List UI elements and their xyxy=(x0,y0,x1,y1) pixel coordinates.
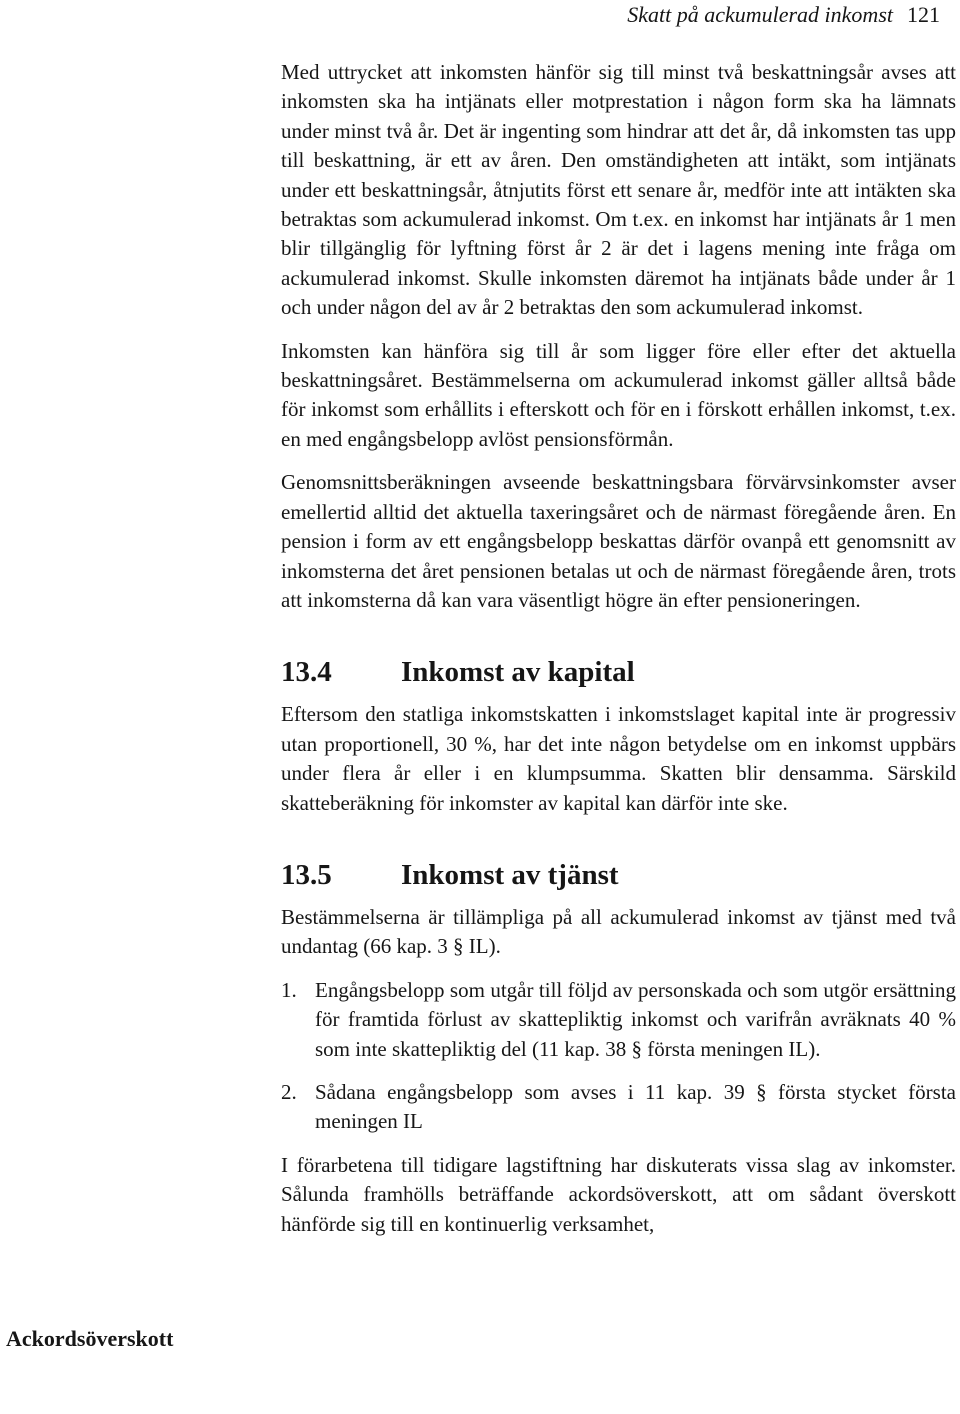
section-title: Inkomst av kapital xyxy=(401,656,635,689)
paragraph-kapital: Eftersom den statliga inkomstskatten i inkomstslaget kapital inte är progressiv utan proportionell, 30 %, har det inte någon betydelse om en inkomst uppbärs under flera år eller i en klumpsumma. Skatten blir densamma. Särskild skatteberäkning för inkomster av kapital kan därför inte ske. xyxy=(281,702,956,815)
list-item xyxy=(281,1078,956,1137)
list-item-number: 2. xyxy=(281,1079,297,1104)
list-item xyxy=(281,976,956,1064)
paragraph-before-or-after-year: Inkomsten kan hänföra sig till år som ligger före eller efter det aktuella beskattningsåret. Bestämmelserna om ackumulerad inkomst gäller alltså både för inkomst som erhållits i efterskott och för en i förskott erhållen inkomst, t.ex. en med engångsbelopp avlöst pensionsförmån. xyxy=(281,338,956,451)
page-body xyxy=(281,58,956,1253)
paragraph-tjanst: Bestämmelserna är tillämpliga på all ackumulerad inkomst av tjänst med två undantag (66 kap. 3 § IL). xyxy=(281,904,956,959)
list-item-number: 1. xyxy=(281,977,297,1002)
list-item-text: Engångsbelopp som utgår till följd av personskada och som utgör ersättning för framtida förlust av skattepliktig inkomst och varifrån avräknats 40 % som inte skattepliktig del (11 kap. 38 § första meningen IL). xyxy=(315,977,956,1061)
section-heading-kapital xyxy=(281,654,956,690)
page-number: 121 xyxy=(907,2,940,27)
section-number: 13.5 xyxy=(281,858,332,891)
margin-heading-ackordsoverskott: Ackordsöverskott xyxy=(6,1326,174,1351)
running-header xyxy=(627,0,940,30)
running-header-title: Skatt på ackumulerad inkomst xyxy=(627,2,893,27)
paragraph-ackordsoverskott: I förarbetena till tidigare lagstiftning har diskuterats vissa slag av inkomster. Sålunda framhölls beträffande ackordsöverskott, att om sådant överskott hänförde sig till en kontinuerlig verksamhet, xyxy=(281,1152,956,1236)
exceptions-list xyxy=(281,976,956,1137)
paragraph-average-calculation: Genomsnittsberäkningen avseende beskattningsbara förvärvsinkomster avser emellertid alltid det aktuella taxeringsåret och de närmast föregående åren. En pension i form av ett engångsbelopp beskattas därför ovanpå ett genomsnitt av inkomsterna det året pensionen betalas ut och de närmast föregående åren, trots att inkomsterna då kan vara väsentligt högre än efter pensioneringen. xyxy=(281,470,956,612)
section-heading-tjanst xyxy=(281,857,956,893)
section-number: 13.4 xyxy=(281,656,332,689)
list-item-text: Sådana engångsbelopp som avses i 11 kap. 39 § första stycket första meningen IL xyxy=(315,1079,956,1134)
paragraph-two-taxation-years: Med uttrycket att inkomsten hänför sig till minst två beskattningsår avses att inkomsten ska ha intjänats eller motprestation i någon form ska ha lämnats under minst två år. Det är ingenting som hindrar att det år, då inkomsten tas upp till beskattning, är ett av åren. Den omständigheten att intäkt, som intjänats under ett beskattningsår, åtnjutits först ett senare år, medför inte att intäkten ska betraktas som ackumulerad inkomst. Om t.ex. en inkomst har intjänats år 1 men blir tillgänglig för lyftning först år 2 är det i lagens mening inte fråga om ackumulerad inkomst. Skulle inkomsten däremot ha intjänats både under år 1 och under någon del av år 2 betraktas den som ackumulerad inkomst. xyxy=(281,60,956,320)
section-title: Inkomst av tjänst xyxy=(401,858,619,891)
